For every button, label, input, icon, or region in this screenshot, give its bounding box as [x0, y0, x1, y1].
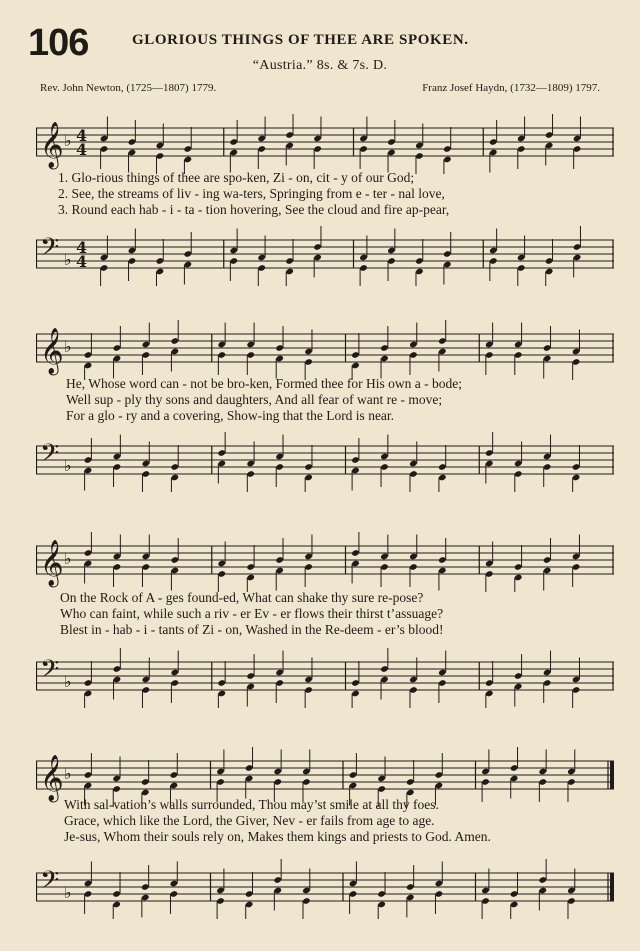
lyric-verse-3: 3. Round each hab - i - ta - tion hovering, See the cloud and fire ap-pear,	[58, 202, 450, 217]
treble-staff	[36, 320, 614, 380]
bass-clef-icon: 𝄢	[40, 233, 60, 268]
lyric-verse-2: Grace, which like the Lord, the Giver, Nev - er fails from age to age.	[64, 813, 435, 828]
bass-staff	[36, 859, 614, 919]
lyric-verse-1: On the Rock of A - ges found-ed, What can shake thy sure re-pose?	[60, 590, 424, 605]
lyrics-block	[60, 590, 638, 638]
hymn-number: 106	[28, 22, 89, 64]
treble-clef-icon: 𝄞	[40, 755, 64, 801]
tune-meter-line: “Austria.” 8s. & 7s. D.	[252, 58, 388, 73]
flat-icon: ♭	[64, 549, 72, 568]
treble-clef-icon: 𝄞	[40, 328, 64, 374]
flat-icon: ♭	[64, 456, 72, 475]
time-signature-numerator: 4	[76, 126, 88, 145]
treble-staff	[36, 114, 614, 174]
lyrics-block	[58, 170, 636, 218]
lyric-verse-1: He, Whose word can - not be bro-ken, Formed thee for His own a - bode;	[66, 376, 463, 391]
treble-clef-icon: 𝄞	[40, 540, 64, 586]
time-signature-numerator: 4	[76, 238, 88, 257]
bass-clef-icon: 𝄢	[40, 439, 60, 474]
treble-staff	[36, 532, 614, 592]
bass-clef-icon: 𝄢	[40, 655, 60, 690]
hymn-title: GLORIOUS THINGS OF THEE ARE SPOKEN.	[132, 32, 469, 48]
lyrics-block	[66, 376, 640, 424]
author-credit: Rev. John Newton, (1725—1807) 1779.	[40, 82, 217, 94]
flat-icon: ♭	[64, 250, 72, 269]
music-system-4	[36, 735, 614, 945]
music-system-1	[36, 100, 614, 280]
flat-icon: ♭	[64, 764, 72, 783]
bass-staff	[36, 432, 614, 492]
flat-icon: ♭	[64, 337, 72, 356]
flat-icon: ♭	[64, 131, 72, 150]
time-signature-denominator: 4	[76, 140, 88, 159]
bass-staff	[36, 648, 614, 708]
lyric-verse-3: Je-sus, Whom their souls rely on, Makes them kings and priests to God. Amen.	[64, 829, 491, 844]
lyric-verse-3: Blest in - hab - i - tants of Zi - on, Washed in the Re-deem - er’s blood!	[60, 622, 444, 637]
bass-clef-icon: 𝄢	[40, 866, 60, 901]
composer-credit: Franz Josef Haydn, (1732—1809) 1797.	[422, 82, 600, 94]
flat-icon: ♭	[64, 883, 72, 902]
lyrics-block	[64, 797, 640, 845]
lyric-verse-2: 2. See, the streams of liv - ing wa-ters, Springing from e - ter - nal love,	[58, 186, 445, 201]
music-system-3	[36, 522, 614, 722]
time-signature-denominator: 4	[76, 252, 88, 271]
flat-icon: ♭	[64, 672, 72, 691]
bass-staff	[36, 226, 614, 286]
music-system-2	[36, 310, 614, 510]
lyric-verse-2: Well sup - ply thy sons and daughters, And all fear of want re - move;	[66, 392, 443, 407]
lyric-verse-1: 1. Glo-rious things of thee are spo-ken, Zi - on, cit - y of our God;	[58, 170, 415, 185]
lyric-verse-3: For a glo - ry and a covering, Show-ing that the Lord is near.	[66, 408, 395, 423]
treble-clef-icon: 𝄞	[40, 122, 64, 168]
lyric-verse-2: Who can faint, while such a riv - er Ev - er flows their thirst t’assuage?	[60, 606, 444, 621]
lyric-verse-1: With sal-vation’s walls surrounded, Thou may’st smile at all thy foes.	[64, 797, 439, 812]
